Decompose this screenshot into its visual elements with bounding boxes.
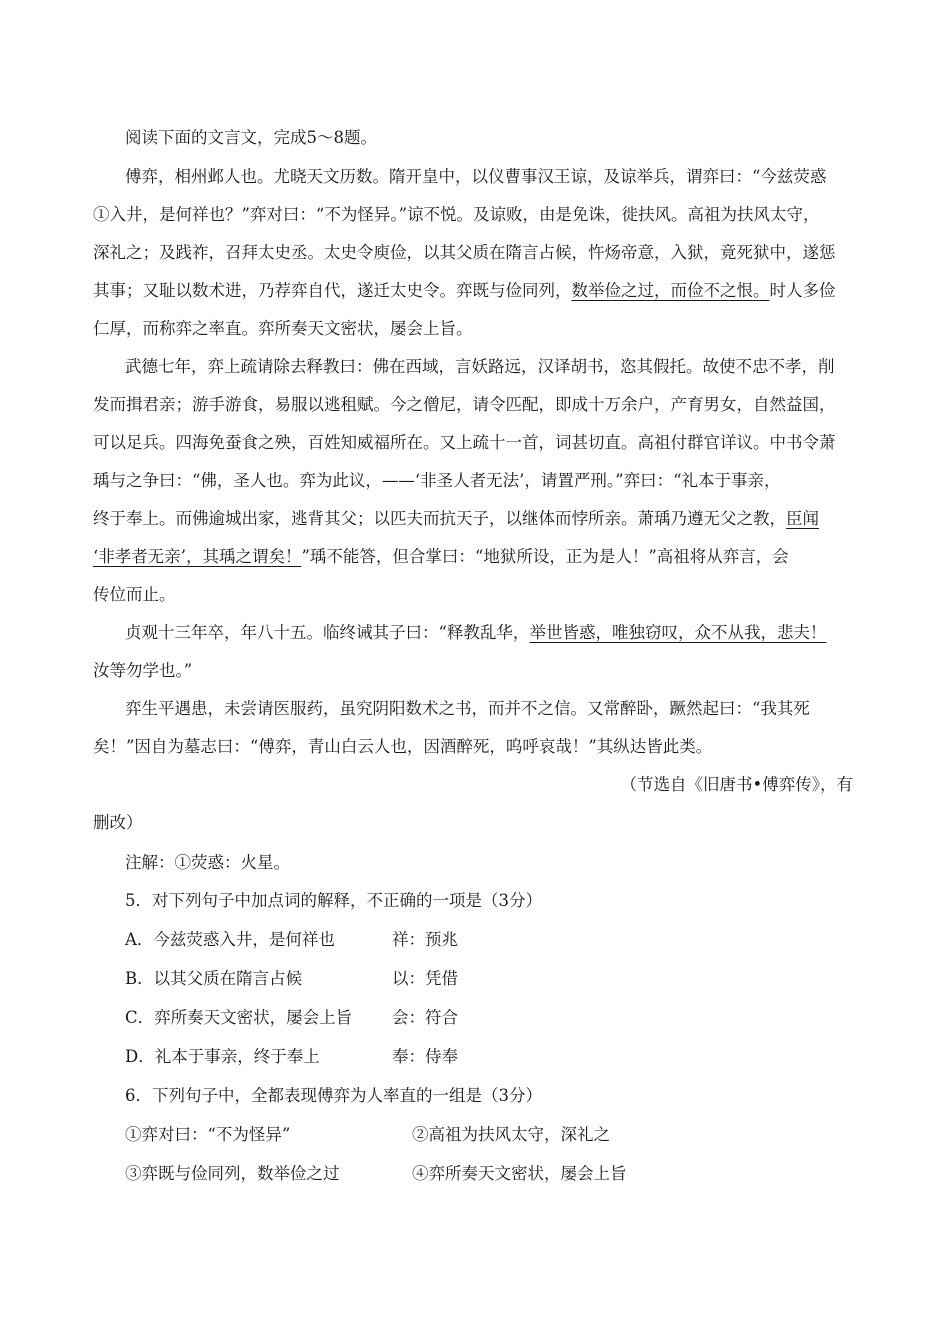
passage-line: 发而揖君亲；游手游食，易服以逃租赋。今之僧尼，请令匹配，即成十万余户，产育男女，自然益国， (93, 395, 836, 414)
passage-line: ①入井，是何祥也？”弈对曰：“不为怪异。”谅不悦。及谅败，由是免诛，徙扶风。高祖为扶风太守， (93, 205, 820, 224)
passage-line (93, 280, 836, 302)
passage-text: 贞观十三年卒，年八十五。临终诫其子曰：“释教乱华， (125, 623, 530, 642)
passage-line: 矣！”因自为墓志曰：“傅弈，青山白云人也，因酒醉死，呜呼哀哉！”其纵达皆此类。 (93, 737, 713, 756)
passage-text: 终于奉上。而佛逾城出家，逃背其父；以匹夫而抗天子，以继体而悖所亲。萧瑀乃遵无父之教， (93, 509, 786, 528)
option-a-gloss: 祥：预兆 (392, 930, 458, 949)
option-d-gloss: 奉：侍奉 (392, 1047, 458, 1066)
passage-line: 弈生平遇患，未尝请医服药，虽究阴阳数术之书，而并不之信。又常醉卧，蹶然起曰：“我其死 (125, 699, 810, 718)
choice-item-4: ④弈所奏天文密状，屡会上旨 (412, 1164, 627, 1183)
choice-item-2: ②高祖为扶风太守，深礼之 (412, 1125, 610, 1144)
passage-line (93, 508, 819, 530)
option-d: D．礼本于事亲，终于奉上 (125, 1047, 320, 1066)
underlined-sentence: 举世皆惑，唯独窃叹，众不从我，悲夫！ (529, 623, 827, 642)
intro-instruction: 阅读下面的文言文，完成5～8题。 (125, 128, 377, 147)
passage-line: 武德七年，弈上疏请除去释教曰：佛在西域，言妖路远，汉译胡书，恣其假托。故使不忠不孝，削 (125, 357, 835, 376)
passage-line: 深礼之；及践祚，召拜太史丞。太史令庾俭，以其父质在隋言占候，忤炀帝意，入狱，竟死狱中，遂惩 (93, 243, 836, 262)
option-b: B．以其父质在隋言占候 (125, 969, 303, 988)
source-citation: （节选自《旧唐书•傅弈传》，有 (620, 775, 853, 794)
underlined-sentence: ‘非孝者无亲’，其瑀之谓矣！ (93, 547, 302, 566)
passage-line: 傅弈，相州邺人也。尤晓天文历数。隋开皇中，以仪曹事汉王谅，及谅举兵，谓弈曰：“今兹荧惑 (125, 167, 827, 186)
source-citation-cont: 删改） (93, 813, 143, 832)
choice-item-1: ①弈对曰：“不为怪异” (125, 1125, 291, 1144)
passage-line (125, 622, 826, 644)
footnote: 注解：①荧惑：火星。 (125, 853, 290, 872)
passage-line: 可以足兵。四海免蚕食之殃，百姓知威福所在。又上疏十一首，词甚切直。高祖付群官详议。中书令萧 (93, 433, 836, 452)
underlined-sentence: 臣闻 (786, 509, 819, 528)
underlined-sentence: 数举俭之过，而俭不之恨。 (571, 281, 770, 300)
option-a: A．今兹荧惑入井，是何祥也 (125, 930, 335, 949)
option-c-gloss: 会：符合 (392, 1008, 458, 1027)
passage-line: 传位而止。 (93, 585, 176, 604)
option-b-gloss: 以：凭借 (392, 969, 458, 988)
passage-text: 其事；又耻以数术进，乃荐弈自代，遂迁太史令。弈既与俭同列， (93, 281, 572, 300)
passage-line: 汝等勿学也。” (93, 661, 193, 680)
option-c: C．弈所奏天文密状，屡会上旨 (125, 1008, 353, 1027)
question-stem: 6．下列句子中，全都表现傅弈为人率直的一组是（3分） (125, 1086, 542, 1105)
passage-line: 仁厚，而称弈之率直。弈所奏天文密状，屡会上旨。 (93, 319, 473, 338)
choice-item-3: ③弈既与俭同列，数举俭之过 (125, 1164, 340, 1183)
passage-text: ”瑀不能答，但合掌曰：“地狱所设，正为是人！”高祖将从弈言，会 (301, 547, 789, 566)
passage-line (93, 546, 789, 568)
passage-text: 时人多俭 (769, 281, 836, 300)
question-stem: 5．对下列句子中加点词的解释，不正确的一项是（3分） (125, 891, 542, 910)
passage-line: 瑀与之争曰：“佛，圣人也。弈为此议，——‘非圣人者无法’，请置严刑。”弈曰：“礼本于事亲， (93, 471, 781, 490)
